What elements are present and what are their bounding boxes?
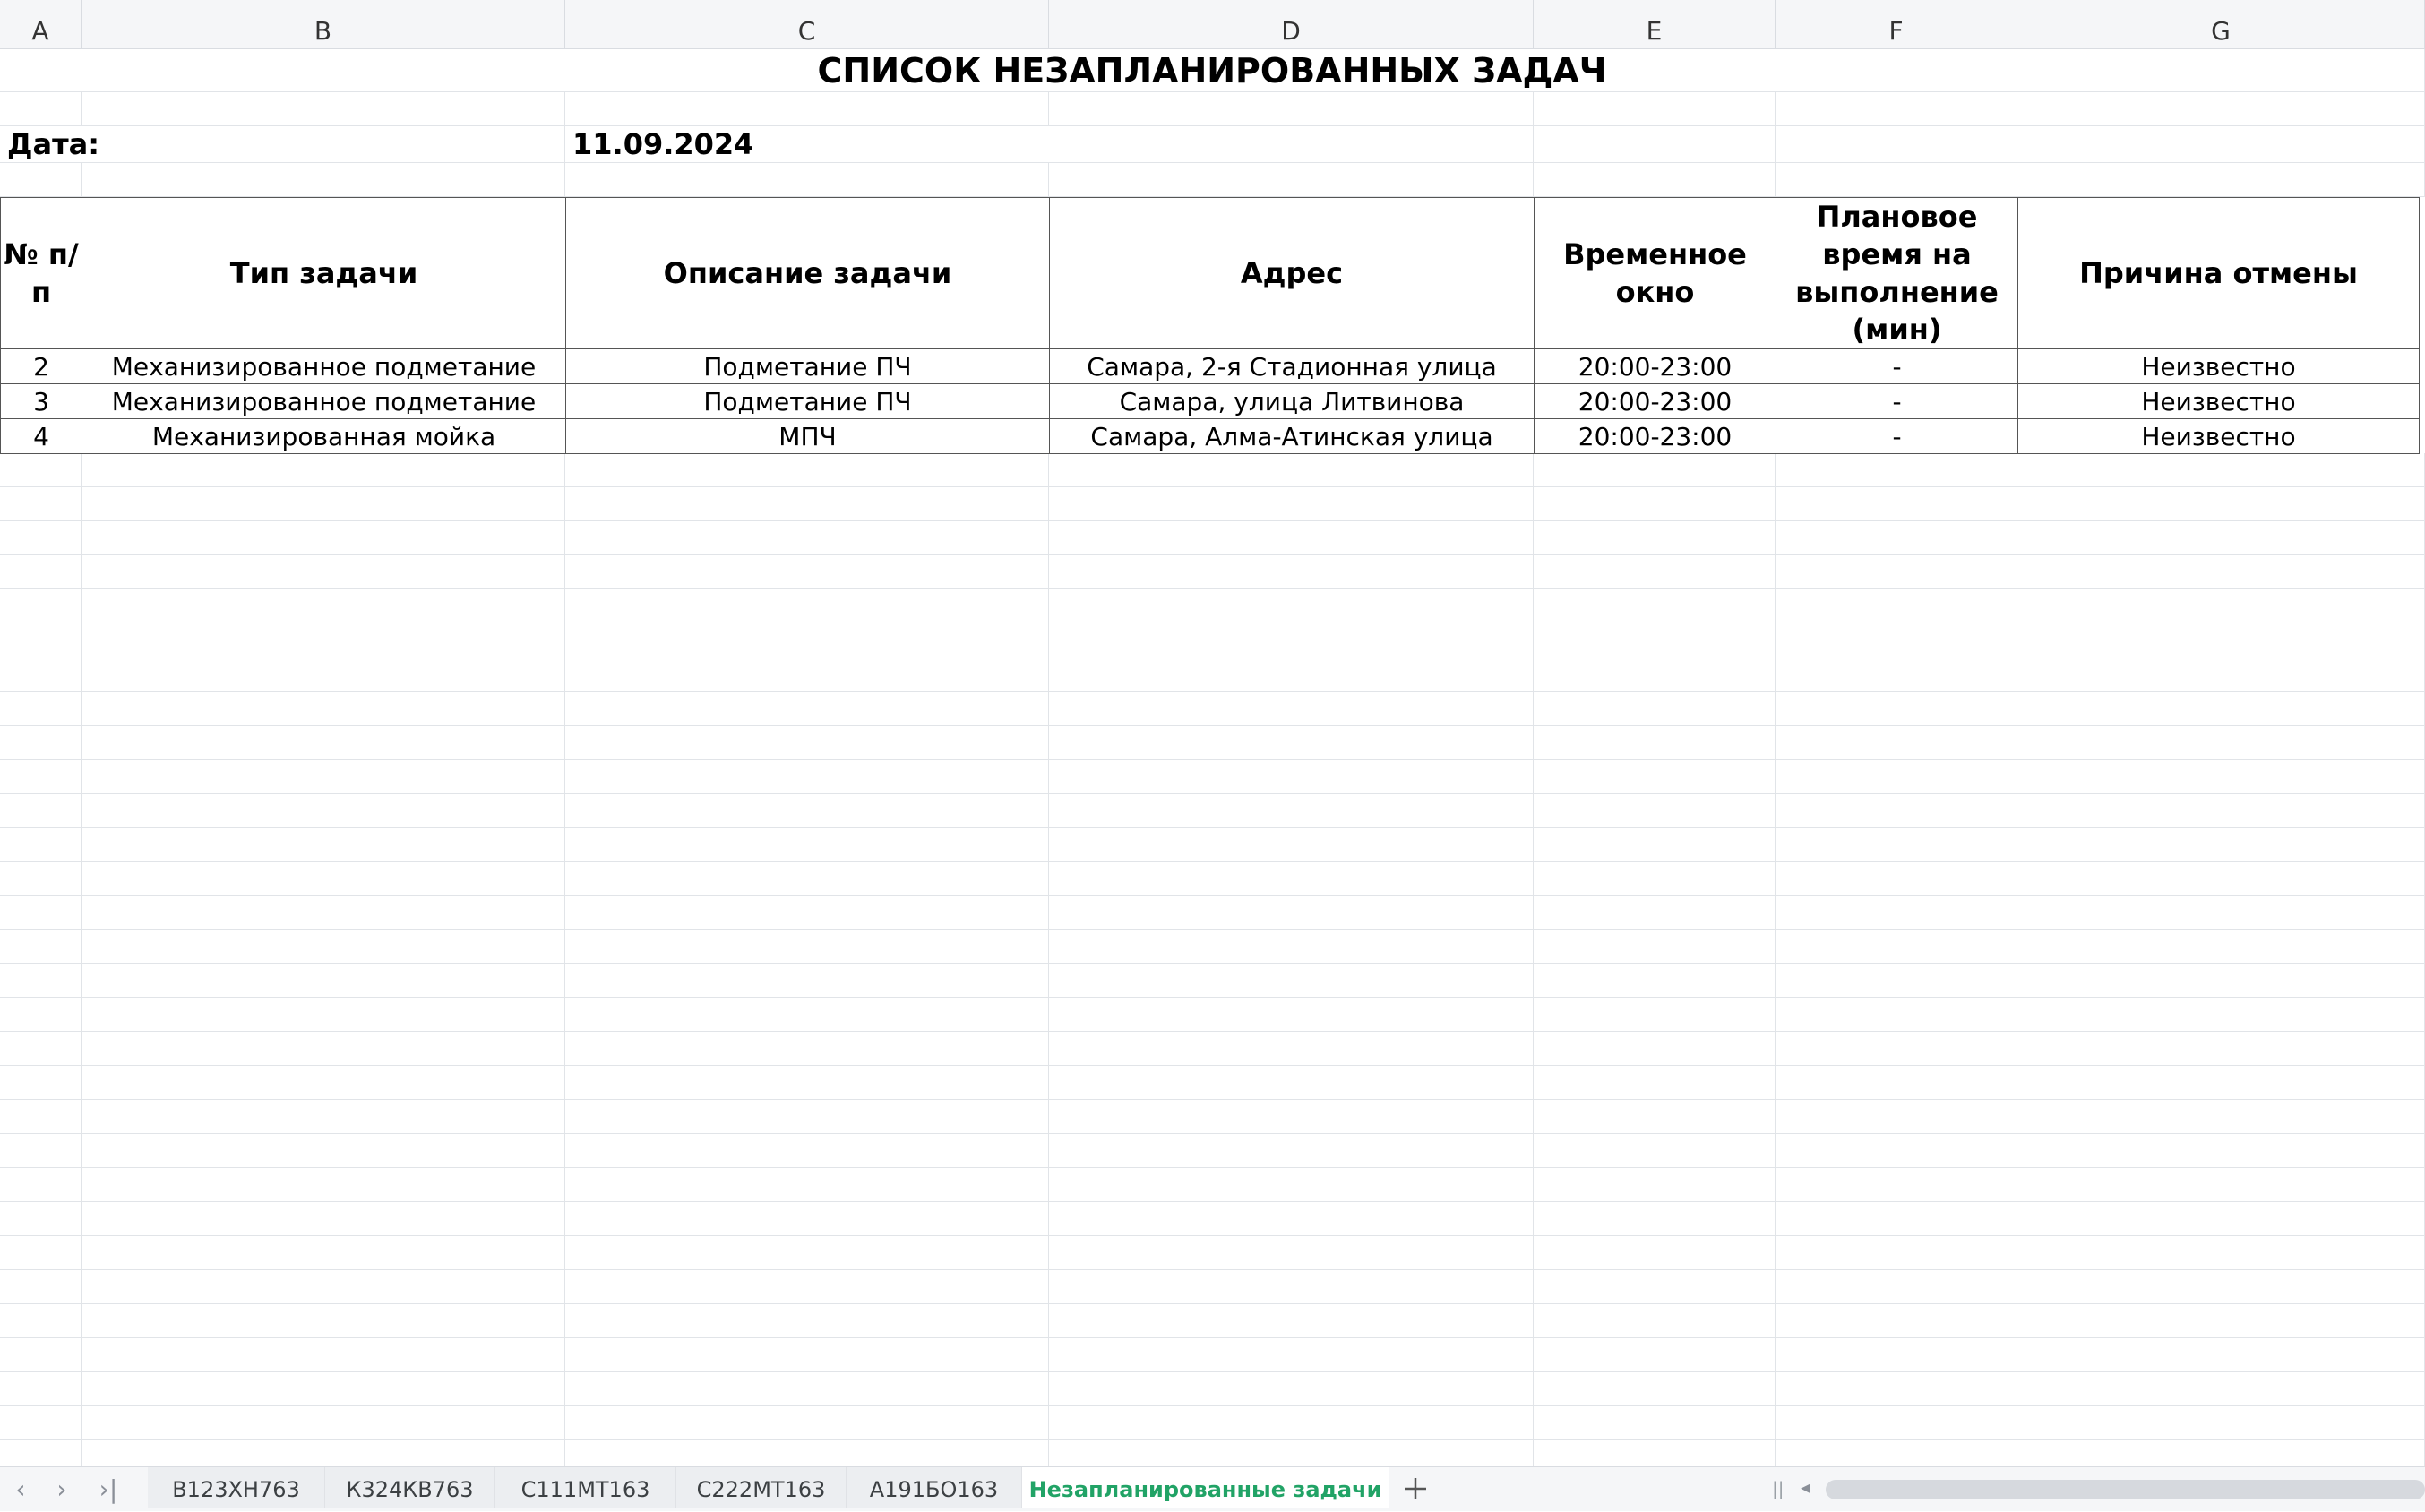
grid-cell[interactable] (1534, 1032, 1776, 1066)
cell-task-type[interactable]: Механизированное подметание (82, 383, 566, 419)
column-header-row (0, 0, 2425, 49)
grid-cell[interactable] (1534, 692, 1776, 726)
grid-cell[interactable] (1776, 896, 2017, 930)
grid-cell[interactable] (82, 692, 565, 726)
grid-cell[interactable] (1534, 657, 1776, 692)
grid-cell[interactable] (1534, 1134, 1776, 1168)
grid-cell[interactable] (1049, 657, 1534, 692)
grid-cell[interactable] (0, 828, 82, 862)
grid-cell[interactable] (565, 555, 1049, 589)
grid-cell[interactable] (82, 1270, 565, 1304)
grid-cell[interactable] (565, 862, 1049, 896)
grid-cell[interactable] (1049, 760, 1534, 794)
cell-cancel-reason[interactable]: Неизвестно (2017, 418, 2420, 454)
grid-cell[interactable] (2017, 521, 2425, 555)
grid-cell[interactable] (2017, 126, 2425, 163)
grid-cell[interactable] (2017, 1372, 2425, 1406)
grid-cell[interactable] (2017, 1032, 2425, 1066)
grid-cell[interactable] (1534, 1100, 1776, 1134)
grid-cell[interactable] (565, 163, 1049, 197)
grid-cell[interactable] (1049, 163, 1534, 197)
grid-cell[interactable] (82, 521, 565, 555)
grid-cell[interactable] (1049, 862, 1534, 896)
grid-cell[interactable] (0, 623, 82, 657)
grid-cell[interactable] (1049, 998, 1534, 1032)
cell-address[interactable]: Самара, улица Литвинова (1049, 383, 1535, 419)
grid-cell[interactable] (2017, 794, 2425, 828)
grid-cell[interactable] (0, 692, 82, 726)
grid-cell[interactable] (82, 998, 565, 1032)
grid-cell[interactable] (1776, 930, 2017, 964)
grid-cell[interactable] (1534, 555, 1776, 589)
grid-cell[interactable] (1776, 589, 2017, 623)
grid-cell[interactable] (2017, 623, 2425, 657)
grid-cell[interactable] (1776, 692, 2017, 726)
header-num[interactable]: № п/п (0, 197, 82, 349)
cell-planned-time[interactable]: - (1776, 418, 2018, 454)
grid-cell[interactable] (1776, 726, 2017, 760)
grid-cell[interactable] (2017, 760, 2425, 794)
sheet-grid[interactable] (0, 49, 2425, 1466)
header-planned-time[interactable]: Плановое время на выполнение (мин) (1776, 197, 2018, 349)
grid-cell[interactable] (1776, 1270, 2017, 1304)
grid-cell[interactable] (565, 896, 1049, 930)
grid-cell[interactable] (0, 1032, 82, 1066)
sheet-tab-active[interactable]: Незапланированные задачи (1022, 1467, 1389, 1508)
grid-cell[interactable] (0, 487, 82, 521)
grid-cell[interactable] (1534, 92, 1776, 126)
grid-cell[interactable] (82, 1168, 565, 1202)
grid-cell[interactable] (2017, 1134, 2425, 1168)
grid-cell[interactable] (2017, 555, 2425, 589)
grid-cell[interactable] (2017, 453, 2425, 487)
scroll-left-icon[interactable]: ◂ (1801, 1476, 1810, 1498)
grid-cell[interactable] (82, 828, 565, 862)
grid-cell[interactable] (2017, 487, 2425, 521)
grid-cell[interactable] (2017, 163, 2425, 197)
grid-cell[interactable] (82, 794, 565, 828)
column-header-g[interactable]: G (2017, 0, 2425, 48)
grid-cell[interactable] (565, 453, 1049, 487)
grid-cell[interactable] (1776, 828, 2017, 862)
grid-cell[interactable] (2017, 1236, 2425, 1270)
add-sheet-icon[interactable] (1397, 1471, 1433, 1507)
sheet-tab-3[interactable]: С111МТ163 (495, 1467, 676, 1508)
grid-cell[interactable] (82, 92, 565, 126)
grid-cell[interactable] (0, 163, 82, 197)
grid-cell[interactable] (1776, 555, 2017, 589)
grid-cell[interactable] (1534, 1304, 1776, 1338)
grid-cell[interactable] (565, 521, 1049, 555)
grid-cell[interactable] (82, 896, 565, 930)
grid-cell[interactable] (1776, 1168, 2017, 1202)
grid-cell[interactable] (1776, 487, 2017, 521)
grid-cell[interactable] (565, 692, 1049, 726)
grid-cell[interactable] (1049, 623, 1534, 657)
grid-cell[interactable] (1776, 1440, 2017, 1466)
grid-cell[interactable] (2017, 92, 2425, 126)
grid-cell[interactable] (2017, 1270, 2425, 1304)
header-task-description[interactable]: Описание задачи (565, 197, 1050, 349)
grid-cell[interactable] (1049, 589, 1534, 623)
date-value[interactable]: 11.09.2024 (565, 126, 1534, 163)
grid-cell[interactable] (1049, 1134, 1534, 1168)
grid-cell[interactable] (565, 998, 1049, 1032)
cell-cancel-reason[interactable]: Неизвестно (2017, 383, 2420, 419)
grid-cell[interactable] (82, 930, 565, 964)
grid-cell[interactable] (565, 1270, 1049, 1304)
grid-cell[interactable] (2017, 1100, 2425, 1134)
cell-num[interactable]: 4 (0, 418, 82, 454)
grid-cell[interactable] (0, 92, 82, 126)
header-task-type[interactable]: Тип задачи (82, 197, 566, 349)
grid-cell[interactable] (565, 1338, 1049, 1372)
grid-cell[interactable] (1534, 760, 1776, 794)
sheet-tab-bar (0, 1466, 2425, 1511)
grid-cell[interactable] (1534, 623, 1776, 657)
grid-cell[interactable] (1534, 1406, 1776, 1440)
grid-cell[interactable] (1534, 794, 1776, 828)
grid-cell[interactable] (1049, 1168, 1534, 1202)
grid-cell[interactable] (82, 1134, 565, 1168)
column-header-d[interactable]: D (1049, 0, 1534, 48)
grid-cell[interactable] (1534, 1066, 1776, 1100)
header-address[interactable]: Адрес (1049, 197, 1535, 349)
cell-planned-time[interactable]: - (1776, 348, 2018, 384)
grid-cell[interactable] (1776, 1134, 2017, 1168)
grid-cell[interactable] (0, 589, 82, 623)
grid-cell[interactable] (82, 589, 565, 623)
grid-cell[interactable] (2017, 692, 2425, 726)
next-sheet-icon[interactable]: › (56, 1473, 67, 1504)
grid-cell[interactable] (2017, 1304, 2425, 1338)
grid-cell[interactable] (1776, 126, 2017, 163)
cell-planned-time[interactable]: - (1776, 383, 2018, 419)
grid-cell[interactable] (1049, 964, 1534, 998)
grid-cell[interactable] (1776, 1202, 2017, 1236)
grid-cell[interactable] (1534, 1338, 1776, 1372)
grid-cell[interactable] (1049, 1440, 1534, 1466)
grid-cell[interactable] (565, 1406, 1049, 1440)
grid-cell[interactable] (82, 1100, 565, 1134)
cell-cancel-reason[interactable]: Неизвестно (2017, 348, 2420, 384)
header-time-window[interactable]: Временное окно (1534, 197, 1776, 349)
grid-cell[interactable] (0, 794, 82, 828)
grid-cell[interactable] (2017, 964, 2425, 998)
grid-cell[interactable] (1776, 760, 2017, 794)
grid-cell[interactable] (0, 896, 82, 930)
grid-cell[interactable] (1049, 1032, 1534, 1066)
grid-cell[interactable] (1776, 92, 2017, 126)
grid-cell[interactable] (1049, 1372, 1534, 1406)
grid-cell[interactable] (0, 1202, 82, 1236)
grid-cell[interactable] (82, 726, 565, 760)
cell-num[interactable]: 2 (0, 348, 82, 384)
grid-cell[interactable] (1534, 1168, 1776, 1202)
grid-cell[interactable] (82, 1338, 565, 1372)
sheet-tab-5[interactable]: А191БО163 (847, 1467, 1022, 1508)
grid-cell[interactable] (565, 828, 1049, 862)
grid-cell[interactable] (565, 92, 1049, 126)
grid-cell[interactable] (1049, 828, 1534, 862)
header-cancel-reason[interactable]: Причина отмены (2017, 197, 2420, 349)
grid-cell[interactable] (0, 930, 82, 964)
grid-cell[interactable] (1049, 1338, 1534, 1372)
grid-cell[interactable] (0, 1066, 82, 1100)
sheet-tab-2[interactable]: К324КВ763 (325, 1467, 495, 1508)
grid-cell[interactable] (1049, 487, 1534, 521)
grid-cell[interactable] (2017, 862, 2425, 896)
grid-cell[interactable] (1776, 1338, 2017, 1372)
cell-task-description[interactable]: Подметание ПЧ (565, 383, 1050, 419)
grid-cell[interactable] (565, 1372, 1049, 1406)
grid-cell[interactable] (1534, 862, 1776, 896)
cell-time-window[interactable]: 20:00-23:00 (1534, 348, 1776, 384)
grid-cell[interactable] (1776, 521, 2017, 555)
grid-cell[interactable] (1534, 828, 1776, 862)
date-label[interactable]: Дата: (0, 126, 565, 163)
grid-cell[interactable] (1534, 726, 1776, 760)
scroll-grip-icon: || (1772, 1478, 1784, 1499)
grid-cell[interactable] (2017, 930, 2425, 964)
grid-cell[interactable] (1534, 163, 1776, 197)
column-header-a[interactable]: A (0, 0, 82, 48)
grid-cell[interactable] (1776, 1304, 2017, 1338)
grid-cell[interactable] (565, 794, 1049, 828)
grid-cell[interactable] (0, 1338, 82, 1372)
grid-cell[interactable] (1776, 453, 2017, 487)
grid-cell[interactable] (0, 555, 82, 589)
grid-cell[interactable] (1776, 1032, 2017, 1066)
grid-cell[interactable] (1534, 1440, 1776, 1466)
grid-cell[interactable] (82, 1372, 565, 1406)
grid-cell[interactable] (82, 1032, 565, 1066)
grid-cell[interactable] (1049, 896, 1534, 930)
grid-cell[interactable] (0, 1100, 82, 1134)
cell-time-window[interactable]: 20:00-23:00 (1534, 383, 1776, 419)
grid-cell[interactable] (1776, 862, 2017, 896)
grid-cell[interactable] (1534, 126, 1776, 163)
grid-cell[interactable] (0, 726, 82, 760)
grid-cell[interactable] (1049, 555, 1534, 589)
grid-cell[interactable] (1049, 1236, 1534, 1270)
grid-cell[interactable] (0, 521, 82, 555)
grid-cell[interactable] (1776, 1236, 2017, 1270)
grid-cell[interactable] (565, 487, 1049, 521)
grid-cell[interactable] (0, 760, 82, 794)
column-header-c[interactable]: C (565, 0, 1049, 48)
sheet-tab-1[interactable]: В123ХН763 (148, 1467, 325, 1508)
cell-num[interactable]: 3 (0, 383, 82, 419)
grid-cell[interactable] (82, 487, 565, 521)
grid-cell[interactable] (2017, 828, 2425, 862)
grid-cell[interactable] (2017, 1202, 2425, 1236)
grid-cell[interactable] (1049, 692, 1534, 726)
grid-cell[interactable] (82, 1304, 565, 1338)
scroll-thumb[interactable] (1826, 1480, 2425, 1499)
grid-cell[interactable] (2017, 1066, 2425, 1100)
grid-cell[interactable] (1534, 896, 1776, 930)
grid-cell[interactable] (2017, 1440, 2425, 1466)
grid-cell[interactable] (2017, 1168, 2425, 1202)
grid-cell[interactable] (1049, 1100, 1534, 1134)
grid-cell[interactable] (565, 1100, 1049, 1134)
grid-cell[interactable] (0, 1236, 82, 1270)
grid-cell[interactable] (0, 998, 82, 1032)
grid-cell[interactable] (2017, 657, 2425, 692)
grid-cell[interactable] (1049, 1202, 1534, 1236)
grid-cell[interactable] (565, 1032, 1049, 1066)
grid-cell[interactable] (0, 1406, 82, 1440)
grid-cell[interactable] (1776, 998, 2017, 1032)
grid-cell[interactable] (0, 862, 82, 896)
grid-cell[interactable] (565, 623, 1049, 657)
grid-cell[interactable] (1534, 589, 1776, 623)
grid-cell[interactable] (0, 964, 82, 998)
grid-cell[interactable] (82, 1406, 565, 1440)
grid-cell[interactable] (1049, 794, 1534, 828)
column-header-b[interactable]: B (82, 0, 565, 48)
grid-cell[interactable] (1534, 964, 1776, 998)
grid-cell[interactable] (565, 1304, 1049, 1338)
grid-cell[interactable] (1776, 657, 2017, 692)
grid-cell[interactable] (1776, 1066, 2017, 1100)
grid-cell[interactable] (1776, 1100, 2017, 1134)
grid-cell[interactable] (1776, 163, 2017, 197)
prev-sheet-icon[interactable]: ‹ (15, 1473, 26, 1504)
grid-cell[interactable] (0, 1304, 82, 1338)
grid-cell[interactable] (565, 726, 1049, 760)
grid-cell[interactable] (82, 1236, 565, 1270)
grid-cell[interactable] (0, 1372, 82, 1406)
grid-cell[interactable] (565, 1134, 1049, 1168)
grid-cell[interactable] (1534, 1372, 1776, 1406)
grid-cell[interactable] (1049, 1304, 1534, 1338)
cell-task-description[interactable]: МПЧ (565, 418, 1050, 454)
grid-cell[interactable] (1534, 487, 1776, 521)
grid-cell[interactable] (1534, 521, 1776, 555)
grid-cell[interactable] (1776, 794, 2017, 828)
grid-cell[interactable] (82, 760, 565, 794)
grid-cell[interactable] (82, 964, 565, 998)
grid-cell[interactable] (1776, 623, 2017, 657)
grid-cell[interactable] (0, 453, 82, 487)
grid-cell[interactable] (1534, 453, 1776, 487)
grid-cell[interactable] (565, 930, 1049, 964)
grid-cell[interactable] (1049, 1270, 1534, 1304)
grid-cell[interactable] (2017, 1338, 2425, 1372)
grid-cell[interactable] (82, 163, 565, 197)
grid-cell[interactable] (1776, 1406, 2017, 1440)
grid-cell[interactable] (82, 1202, 565, 1236)
grid-cell[interactable] (1049, 1066, 1534, 1100)
sheet-title[interactable]: СПИСОК НЕЗАПЛАНИРОВАННЫХ ЗАДАЧ (0, 49, 2425, 92)
cell-task-description[interactable]: Подметание ПЧ (565, 348, 1050, 384)
grid-cell[interactable] (1534, 930, 1776, 964)
grid-cell[interactable] (565, 1236, 1049, 1270)
cell-time-window[interactable]: 20:00-23:00 (1534, 418, 1776, 454)
grid-cell[interactable] (2017, 896, 2425, 930)
grid-cell[interactable] (0, 657, 82, 692)
cell-task-type[interactable]: Механизированное подметание (82, 348, 566, 384)
grid-cell[interactable] (1776, 1372, 2017, 1406)
grid-cell[interactable] (1049, 521, 1534, 555)
cell-address[interactable]: Самара, 2-я Стадионная улица (1049, 348, 1535, 384)
grid-cell[interactable] (82, 1440, 565, 1466)
grid-cell[interactable] (1049, 453, 1534, 487)
grid-cell[interactable] (1049, 92, 1534, 126)
horizontal-scrollbar[interactable] (1772, 1476, 2425, 1501)
grid-cell[interactable] (1534, 1236, 1776, 1270)
grid-cell[interactable] (82, 555, 565, 589)
grid-cell[interactable] (0, 1270, 82, 1304)
grid-cell[interactable] (82, 623, 565, 657)
grid-cell[interactable] (1534, 998, 1776, 1032)
grid-cell[interactable] (82, 657, 565, 692)
grid-cell[interactable] (565, 760, 1049, 794)
grid-cell[interactable] (82, 1066, 565, 1100)
grid-cell[interactable] (1049, 1406, 1534, 1440)
grid-cell[interactable] (82, 453, 565, 487)
grid-cell[interactable] (2017, 998, 2425, 1032)
grid-cell[interactable] (0, 1134, 82, 1168)
grid-cell[interactable] (0, 1440, 82, 1466)
grid-cell[interactable] (565, 589, 1049, 623)
grid-cell[interactable] (0, 1168, 82, 1202)
grid-cell[interactable] (1049, 726, 1534, 760)
column-header-f[interactable]: F (1776, 0, 2017, 48)
grid-cell[interactable] (565, 964, 1049, 998)
cell-task-type[interactable]: Механизированная мойка (82, 418, 566, 454)
sheet-tab-4[interactable]: С222МТ163 (676, 1467, 847, 1508)
grid-cell[interactable] (82, 862, 565, 896)
grid-cell[interactable] (2017, 1406, 2425, 1440)
cell-address[interactable]: Самара, Алма-Атинская улица (1049, 418, 1535, 454)
last-sheet-icon[interactable]: ›| (99, 1473, 118, 1504)
grid-cell[interactable] (565, 657, 1049, 692)
grid-cell[interactable] (2017, 589, 2425, 623)
grid-cell[interactable] (565, 1066, 1049, 1100)
grid-cell[interactable] (1534, 1270, 1776, 1304)
grid-cell[interactable] (565, 1440, 1049, 1466)
column-header-e[interactable]: E (1534, 0, 1776, 48)
grid-cell[interactable] (565, 1168, 1049, 1202)
grid-cell[interactable] (1049, 930, 1534, 964)
grid-cell[interactable] (1534, 1202, 1776, 1236)
grid-cell[interactable] (565, 1202, 1049, 1236)
grid-cell[interactable] (2017, 726, 2425, 760)
grid-cell[interactable] (1776, 964, 2017, 998)
